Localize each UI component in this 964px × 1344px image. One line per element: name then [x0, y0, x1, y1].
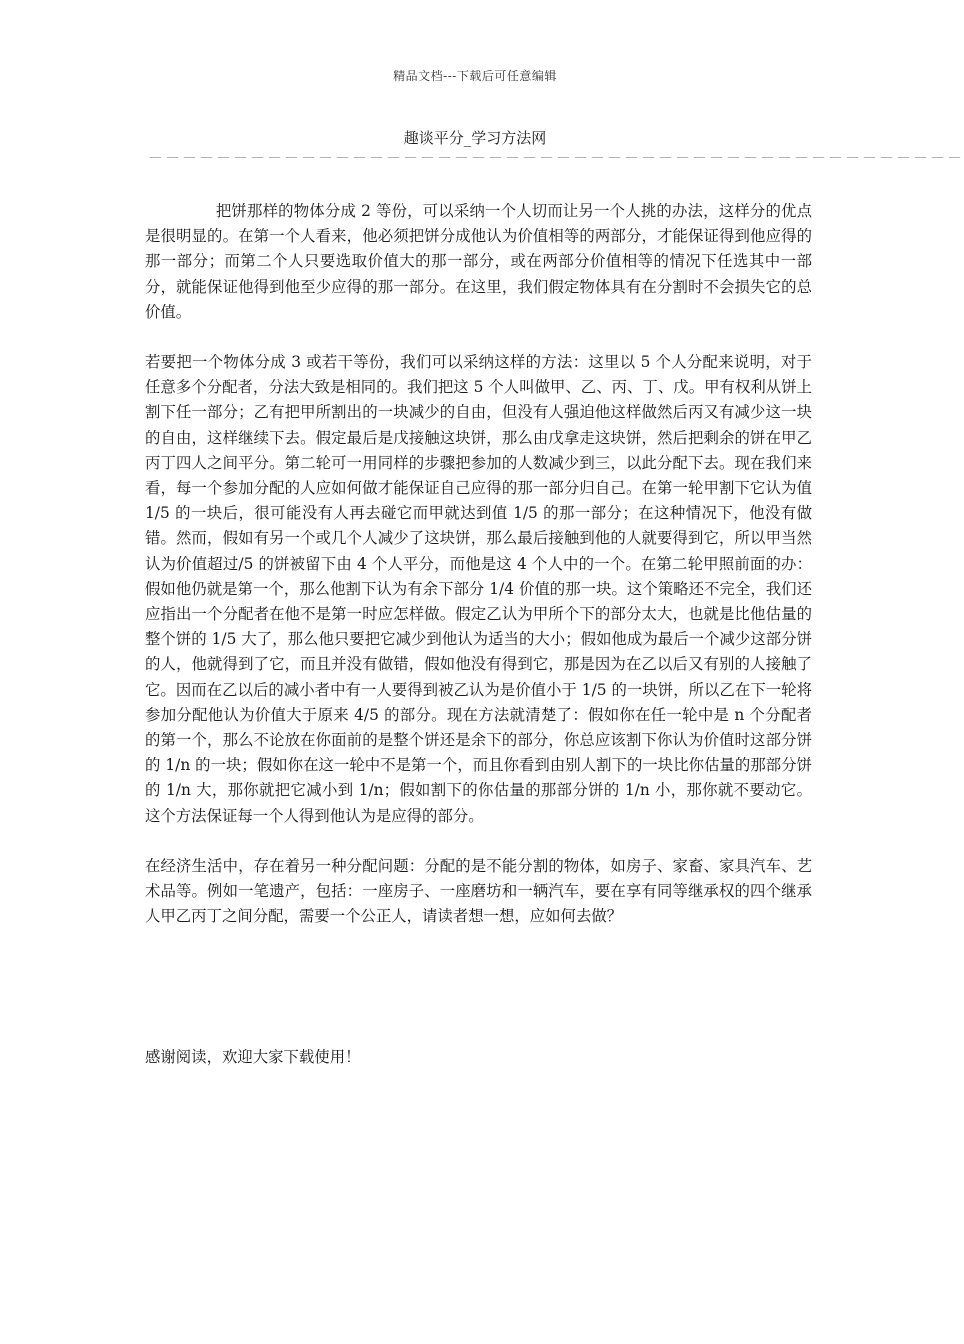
paragraph-intro: 把饼那样的物体分成 2 等份，可以采纳一个人切而让另一个人挑的办法，这样分的优点是很明显的。在第一个人看来，他必须把饼分成他认为价值相等的两部分，才能保证得到他应得的那一部分；而第二个人只要选取价值大的那一部分，或在两部分价值相等的情况下任选其中一部分，就能保证他得到他至少应得的那一部分。在这里，我们假定物体具有在分割时不会损失它的总价值。	[145, 202, 812, 321]
title-divider: －－－－－－－－－－－－－－－－－－－－－－－－－－－－－－－－－－－－－－－－－－－－－－－－	[148, 149, 964, 167]
document-body	[145, 199, 812, 954]
closing-note: 感谢阅读，欢迎大家下载使用！	[145, 1048, 361, 1066]
document-title: 趣谈平分_学习方法网	[403, 129, 547, 147]
paragraph-method: 若要把一个物体分成 3 或若干等份，我们可以采纳这样的方法：这里以 5 个人分配来说明，对于任意多个分配者，分法大致是相同的。我们把这 5 个人叫做甲、乙、丙、丁、戊。甲有权利从饼上割下任一部分；乙有把甲所割出的一块减少的自由，但没有人强迫他这样做然后丙又有减少这一块的自由，这样继续下去。假定最后是戊接触这块饼，那么由戊拿走这块饼，然后把剩余的饼在甲乙丙丁四人之间平分。第二轮可一用同样的步骤把参加的人数减少到三，以此分配下去。现在我们来看，每一个参加分配的人应如何做才能保证自己应得的那一部分归自己。在第一轮甲割下它认为值 1/5 的一块后，很可能没有人再去碰它而甲就达到值 1/5 的那一部分；在这种情况下，他没有做错。然而，假如有另一个或几个人减少了这块饼，那么最后接触到他的人就要得到它，所以甲当然认为价值超过/5 的饼被留下由 4 个人平分，而他是这 4 个人中的一个。在第二轮甲照前面的办：假如他仍就是第一个，那么他割下认为有余下部分 1/4 价值的那一块。这个策略还不完全，我们还应指出一个分配者在他不是第一时应怎样做。假定乙认为甲所个下的部分太大，也就是比他估量的整个饼的 1/5 大了，那么他只要把它减少到他认为适当的大小；假如他成为最后一个减少这部分饼的人，他就得到了它，而且并没有做错，假如他没有得到它，那是因为在乙以后又有别的人接触了它。因而在乙以后的减小者中有一人要得到被乙认为是价值小于 1/5 的一块饼，所以乙在下一轮将参加分配他认为价值大于原来 4/5 的部分。现在方法就清楚了：假如你在任一轮中是 n 个分配者的第一个，那么不论放在你面前的是整个饼还是余下的部分，你总应该割下你认为价值时这部分饼的 1/n 的一块；假如你在这一轮中不是第一个，而且你看到由别人割下的一块比你估量的那部分饼的 1/n 大，那你就把它减小到 1/n；假如割下的你估量的那部分饼的 1/n 小，那你就不要动它。这个方法保证每一个人得到他认为是应得的部分。	[145, 353, 812, 825]
paragraph-indivisible: 在经济生活中，存在着另一种分配问题：分配的是不能分割的物体，如房子、家畜、家具汽车、艺术品等。例如一笔遗产，包括：一座房子、一座磨坊和一辆汽车，要在享有同等继承权的四个继承人甲乙丙丁之间分配，需要一个公正人，请读者想一想，应如何去做？	[145, 856, 812, 926]
page-header: 精品文档---下载后可任意编辑	[393, 69, 557, 83]
